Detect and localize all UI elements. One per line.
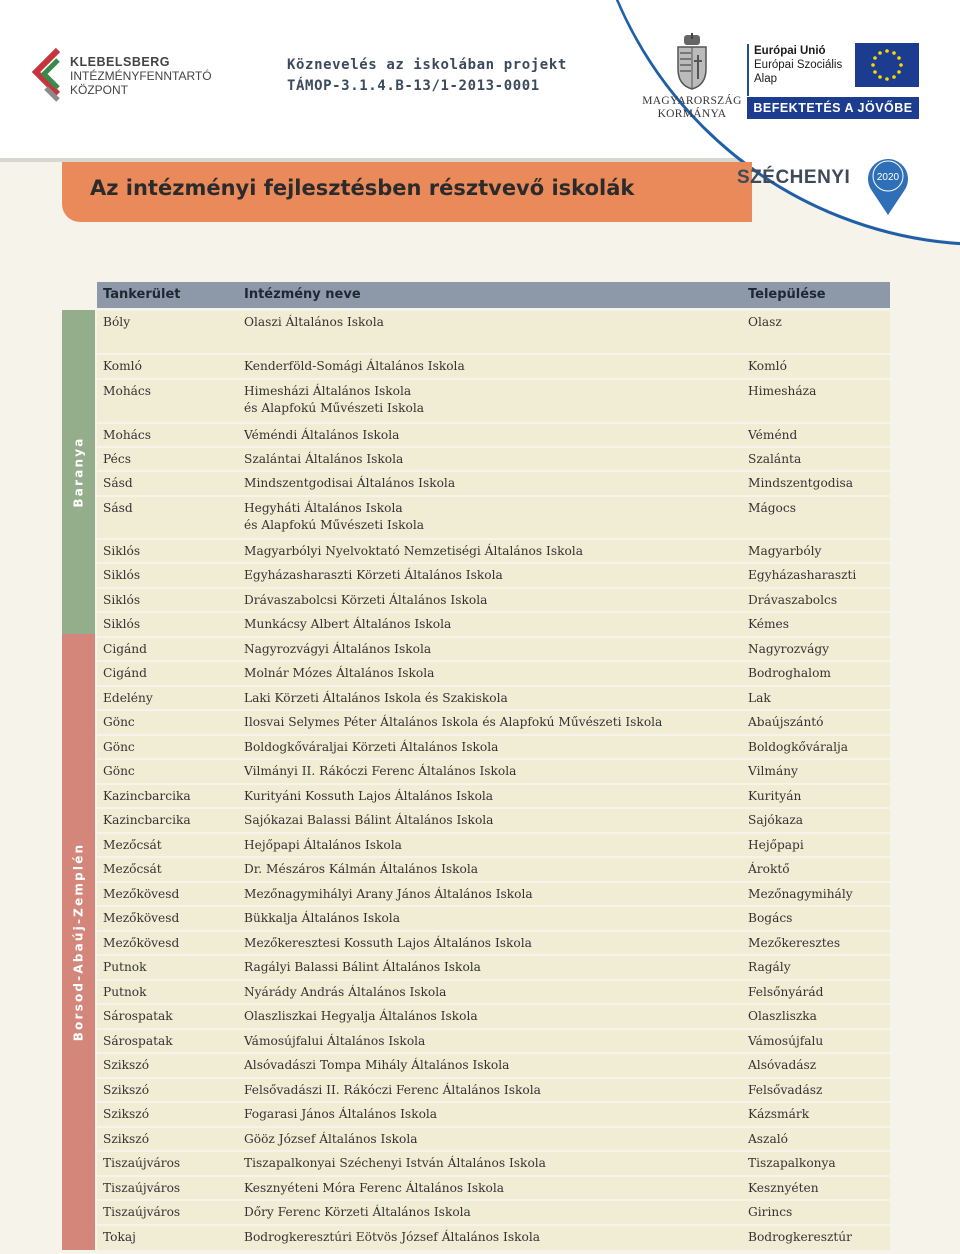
town-cell-text: Kázsmárk [748, 1107, 810, 1121]
school-cell [238, 1079, 742, 1101]
district-cell-text: Tiszaújváros [103, 1156, 181, 1170]
town-cell-text: Boldogkőváralja [748, 740, 849, 754]
district-cell [97, 638, 238, 660]
district-cell [97, 785, 238, 807]
town-cell-text: Kurityán [748, 789, 802, 803]
town-cell-text: Magyarbóly [748, 544, 822, 558]
town-cell [742, 1103, 890, 1126]
district-cell-text: Putnok [103, 960, 147, 974]
town-cell-text: Mágocs [748, 501, 796, 515]
town-cell [742, 564, 890, 587]
column-header-town: Települése [742, 282, 890, 308]
town-cell-text: Aszaló [748, 1132, 788, 1146]
school-cell [238, 883, 742, 905]
hungarian-crest-icon [672, 33, 712, 91]
school-cell-text: Munkácsy Albert Általános Iskola [244, 617, 452, 631]
district-cell [97, 907, 238, 930]
school-cell [238, 424, 742, 446]
school-cell-text: Dr. Mészáros Kálmán Általános Iskola [244, 862, 479, 876]
school-cell-text: Hegyháti Általános Iskola [244, 501, 403, 515]
town-cell [742, 380, 890, 422]
school-cell [238, 589, 742, 611]
district-cell-text: Mezőkövesd [103, 911, 180, 925]
town-cell-text: Drávaszabolcs [748, 593, 838, 607]
district-cell-text: Mezőcsát [103, 862, 162, 876]
town-cell [742, 785, 890, 807]
district-cell-text: Cigánd [103, 642, 147, 656]
school-cell [238, 662, 742, 685]
district-cell [97, 981, 238, 1003]
town-cell [742, 907, 890, 930]
district-cell [97, 1005, 238, 1028]
district-cell [97, 472, 238, 495]
district-cell [97, 424, 238, 446]
town-cell [742, 662, 890, 685]
school-cell [238, 1005, 742, 1028]
project-line2: TÁMOP-3.1.4.B-13/1-2013-0001 [287, 78, 540, 94]
region-label-borsod [62, 634, 95, 1250]
district-cell [97, 355, 238, 378]
szechenyi-year: 2020 [876, 172, 900, 183]
district-cell [97, 687, 238, 709]
school-cell [238, 448, 742, 470]
school-cell-text: Olaszliszkai Hegyalja Általános Iskola [244, 1009, 478, 1023]
district-cell [97, 834, 238, 856]
town-cell [742, 858, 890, 881]
school-cell [238, 1152, 742, 1175]
town-cell [742, 589, 890, 611]
town-cell-text: Kesznyéten [748, 1181, 819, 1195]
town-cell [742, 638, 890, 660]
town-cell [742, 1128, 890, 1150]
school-cell [238, 858, 742, 881]
school-cell [238, 497, 742, 538]
district-cell [97, 311, 238, 353]
district-cell [97, 589, 238, 611]
district-cell [97, 932, 238, 954]
town-cell-text: Ragály [748, 960, 791, 974]
school-cell [238, 907, 742, 930]
town-cell-text: Nagyrozvágy [748, 642, 830, 656]
project-line1: Köznevelés az iskolában projekt [287, 57, 567, 73]
klebelsberg-name [70, 55, 212, 97]
district-cell [97, 540, 238, 562]
school-cell-text: Molnár Mózes Általános Iskola [244, 666, 435, 680]
district-cell-text: Bóly [103, 315, 131, 329]
school-cell-text: Ragályi Balassi Bálint Általános Iskola [244, 960, 481, 974]
school-cell-text: Felsővadászi II. Rákóczi Ferenc Általános Iskola [244, 1083, 541, 1097]
school-cell [238, 981, 742, 1003]
district-cell-text: Pécs [103, 452, 131, 466]
school-cell-text: Boldogkőváraljai Körzeti Általános Iskola [244, 740, 499, 754]
district-cell [97, 564, 238, 587]
district-cell-text: Szikszó [103, 1083, 150, 1097]
district-cell [97, 736, 238, 758]
school-cell [238, 311, 742, 353]
town-cell-text: Olasz [748, 315, 782, 329]
school-cell [238, 1054, 742, 1077]
school-cell-text: Ilosvai Selymes Péter Általános Iskola és Alapfokú Művészeti Iskola [244, 715, 663, 729]
district-cell [97, 497, 238, 538]
school-cell [238, 834, 742, 856]
school-cell [238, 355, 742, 378]
town-cell [742, 497, 890, 538]
district-cell-text: Gönc [103, 715, 135, 729]
school-cell [238, 1103, 742, 1126]
school-cell-text: Kurityáni Kossuth Lajos Általános Iskola [244, 789, 494, 803]
district-cell-text: Mezőcsát [103, 838, 162, 852]
district-cell [97, 380, 238, 422]
eu-slogan-bar: BEFEKTETÉS A JÖVŐBE [747, 97, 919, 119]
town-cell-text: Mezőnagymihály [748, 887, 853, 901]
school-cell-text: Drávaszabolcsi Körzeti Általános Iskola [244, 593, 488, 607]
town-cell [742, 1054, 890, 1077]
school-cell-text: Hejőpapi Általános Iskola [244, 838, 402, 852]
school-cell [238, 809, 742, 832]
district-cell [97, 1177, 238, 1199]
school-cell [238, 1201, 742, 1224]
government-name [640, 95, 744, 121]
district-cell-text: Sásd [103, 501, 133, 515]
district-cell-text: Tiszaújváros [103, 1181, 181, 1195]
district-cell-text: Szikszó [103, 1058, 150, 1072]
town-cell [742, 932, 890, 954]
school-cell-text: Nagyrozvágyi Általános Iskola [244, 642, 432, 656]
town-cell [742, 448, 890, 470]
school-cell-text: Mezőkeresztesi Kossuth Lajos Általános Iskola [244, 936, 532, 950]
town-cell-text: Bodrogkeresztúr [748, 1230, 852, 1244]
district-cell-text: Tiszaújváros [103, 1205, 181, 1219]
district-cell-text: Siklós [103, 544, 141, 558]
school-cell-text: Bükkalja Általános Iskola [244, 911, 400, 925]
school-cell [238, 613, 742, 636]
town-cell [742, 1201, 890, 1224]
district-cell-text: Siklós [103, 568, 141, 582]
town-cell-text: Ároktő [748, 862, 790, 876]
district-cell-text: Mohács [103, 384, 152, 398]
district-cell-text: Mezőkövesd [103, 887, 180, 901]
district-cell-text: Kazincbarcika [103, 813, 191, 827]
school-cell-text: Tiszapalkonyai Széchenyi István Általános Iskola [244, 1156, 546, 1170]
district-cell [97, 809, 238, 832]
school-cell-text: Véméndi Általános Iskola [244, 428, 400, 442]
district-cell-text: Siklós [103, 617, 141, 631]
town-cell-text: Sajókaza [748, 813, 804, 827]
school-cell-text: Alsóvadászi Tompa Mihály Általános Iskola [244, 1058, 510, 1072]
town-cell-text: Hejőpapi [748, 838, 804, 852]
district-cell-text: Tokaj [103, 1230, 136, 1244]
town-cell-text: Alsóvadász [748, 1058, 817, 1072]
district-cell [97, 858, 238, 881]
school-cell-text: Vámosújfalui Általános Iskola [244, 1034, 426, 1048]
district-cell [97, 1030, 238, 1052]
town-cell [742, 760, 890, 783]
district-cell-text: Komló [103, 359, 142, 373]
district-cell [97, 760, 238, 783]
district-cell [97, 1201, 238, 1224]
school-cell-text: Gööz József Általános Iskola [244, 1132, 418, 1146]
klebelsberg-line1: KLEBELSBERG [70, 55, 170, 69]
school-cell [238, 1128, 742, 1150]
town-cell [742, 1030, 890, 1052]
town-cell [742, 809, 890, 832]
town-cell [742, 1152, 890, 1175]
school-cell [238, 1030, 742, 1052]
town-cell-text: Vilmány [748, 764, 798, 778]
town-cell-text: Felsőnyárád [748, 985, 824, 999]
district-cell-text: Siklós [103, 593, 141, 607]
town-cell [742, 883, 890, 905]
school-cell-text: Bodrogkeresztúri Eötvös József Általános Iskola [244, 1230, 540, 1244]
district-cell-text: Szikszó [103, 1132, 150, 1146]
government-line1: MAGYARORSZÁG [642, 95, 742, 107]
column-header-district: Tankerület [97, 282, 238, 308]
szechenyi-logo-text: SZÉCHENYI [737, 167, 851, 188]
district-cell [97, 1103, 238, 1126]
region-name-baranya: Baranya [71, 436, 86, 508]
town-cell-text: Himesháza [748, 384, 817, 398]
eu-line1: Európai Unió [754, 45, 826, 57]
town-cell [742, 981, 890, 1003]
town-cell [742, 311, 890, 353]
town-cell-text: Véménd [748, 428, 798, 442]
town-cell-text: Kémes [748, 617, 790, 631]
town-cell [742, 424, 890, 446]
school-cell [238, 760, 742, 783]
school-cell-text: Egyházasharaszti Körzeti Általános Iskola [244, 568, 503, 582]
school-cell-text: Fogarasi János Általános Iskola [244, 1107, 438, 1121]
school-cell-text: Mindszentgodisai Általános Iskola [244, 476, 456, 490]
school-cell-text: Kenderföld-Somági Általános Iskola [244, 359, 465, 373]
town-cell [742, 613, 890, 636]
district-cell-text: Cigánd [103, 666, 147, 680]
town-cell-text: Vámosújfalu [748, 1034, 824, 1048]
school-cell-text: Sajókazai Balassi Bálint Általános Iskola [244, 813, 494, 827]
district-cell [97, 956, 238, 979]
town-cell [742, 540, 890, 562]
town-cell [742, 956, 890, 979]
school-cell-line2: és Alapfokú Művészeti Iskola [244, 401, 425, 415]
town-cell [742, 355, 890, 378]
school-cell [238, 736, 742, 758]
district-cell-text: Edelény [103, 691, 153, 705]
district-cell-text: Mezőkövesd [103, 936, 180, 950]
school-cell [238, 564, 742, 587]
town-cell-text: Komló [748, 359, 787, 373]
school-cell [238, 1177, 742, 1199]
government-line2: KORMÁNYA [657, 108, 727, 120]
region-label-baranya [62, 310, 95, 634]
town-cell-text: Bogács [748, 911, 793, 925]
school-cell-text: Dőry Ferenc Körzeti Általános Iskola [244, 1205, 471, 1219]
school-cell-text: Himesházi Általános Iskola [244, 384, 412, 398]
district-cell [97, 1226, 238, 1250]
town-cell [742, 834, 890, 856]
district-cell [97, 711, 238, 734]
district-cell-text: Sárospatak [103, 1009, 173, 1023]
town-cell-text: Bodroghalom [748, 666, 831, 680]
town-cell-text: Egyházasharaszti [748, 568, 857, 582]
town-cell [742, 1079, 890, 1101]
town-cell [742, 1005, 890, 1028]
school-cell-text: Magyarbólyi Nyelvoktató Nemzetiségi Általános Iskola [244, 544, 583, 558]
school-cell-text: Olaszi Általános Iskola [244, 315, 384, 329]
school-cell-text: Vilmányi II. Rákóczi Ferenc Általános Iskola [244, 764, 517, 778]
szechenyi-2020-pin-icon [866, 155, 910, 217]
town-cell-text: Felsővadász [748, 1083, 823, 1097]
school-cell [238, 785, 742, 807]
town-cell [742, 1177, 890, 1199]
school-cell [238, 711, 742, 734]
school-cell [238, 380, 742, 422]
project-title [287, 55, 567, 97]
town-cell-text: Olaszliszka [748, 1009, 817, 1023]
town-cell [742, 711, 890, 734]
town-cell-text: Lak [748, 691, 771, 705]
town-cell [742, 687, 890, 709]
eu-line2: Európai Szociális [754, 59, 843, 71]
town-cell-text: Mezőkeresztes [748, 936, 841, 950]
school-cell-text: Kesznyéteni Móra Ferenc Általános Iskola [244, 1181, 505, 1195]
district-cell-text: Szikszó [103, 1107, 150, 1121]
district-cell [97, 662, 238, 685]
school-cell [238, 932, 742, 954]
district-cell [97, 883, 238, 905]
eu-line3: Alap [754, 73, 778, 85]
school-cell-text: Szalántai Általános Iskola [244, 452, 404, 466]
district-cell [97, 613, 238, 636]
district-cell-text: Gönc [103, 740, 135, 754]
town-cell [742, 736, 890, 758]
district-cell [97, 1079, 238, 1101]
column-header-school: Intézmény neve [238, 282, 742, 308]
school-cell-text: Mezőnagymihályi Arany János Általános Iskola [244, 887, 533, 901]
school-cell [238, 687, 742, 709]
school-cell [238, 638, 742, 660]
district-cell [97, 1054, 238, 1077]
district-cell [97, 1128, 238, 1150]
district-cell-text: Mohács [103, 428, 152, 442]
region-name-borsod: Borsod-Abaúj-Zemplén [71, 842, 86, 1042]
district-cell-text: Putnok [103, 985, 147, 999]
district-cell [97, 448, 238, 470]
district-cell-text: Kazincbarcika [103, 789, 191, 803]
eu-flag-icon [855, 43, 919, 87]
district-cell-text: Sárospatak [103, 1034, 173, 1048]
town-cell-text: Szalánta [748, 452, 802, 466]
klebelsberg-line2: INTÉZMÉNYFENNTARTÓ [70, 69, 212, 83]
school-cell [238, 540, 742, 562]
eu-text [747, 44, 854, 96]
district-cell-text: Sásd [103, 476, 133, 490]
district-cell [97, 1152, 238, 1175]
school-cell [238, 956, 742, 979]
school-cell-text: Nyárády András Általános Iskola [244, 985, 447, 999]
page-title: Az intézményi fejlesztésben résztvevő iskolák [90, 176, 635, 200]
town-cell [742, 472, 890, 495]
school-cell [238, 1226, 742, 1250]
town-cell-text: Mindszentgodisa [748, 476, 854, 490]
town-cell-text: Tiszapalkonya [748, 1156, 836, 1170]
school-cell [238, 472, 742, 495]
town-cell-text: Girincs [748, 1205, 793, 1219]
klebelsberg-line3: KÖZPONT [70, 83, 129, 97]
school-cell-text: Laki Körzeti Általános Iskola és Szakiskola [244, 691, 508, 705]
school-cell-line2: és Alapfokú Művészeti Iskola [244, 518, 425, 532]
town-cell-text: Abaújszántó [748, 715, 824, 729]
town-cell [742, 1226, 890, 1250]
district-cell-text: Gönc [103, 764, 135, 778]
